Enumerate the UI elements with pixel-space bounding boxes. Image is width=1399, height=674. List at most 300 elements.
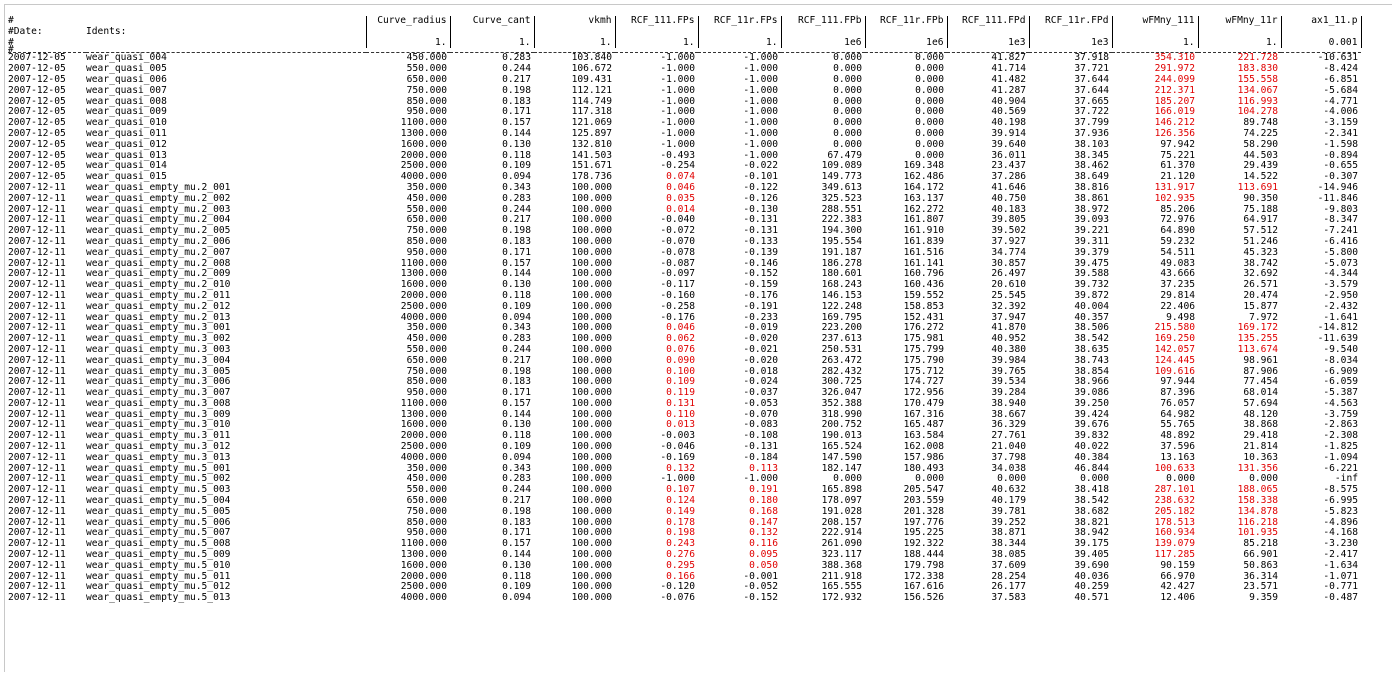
value-cell: 4000.000 (400, 311, 447, 323)
value-cell: -2.863 (1323, 419, 1358, 431)
value-cell: 100.000 (571, 376, 612, 388)
value-cell: 174.727 (903, 376, 944, 388)
value-cell: -0.131 (743, 214, 778, 226)
value-cell: 39.534 (991, 376, 1026, 388)
value-cell: 750.000 (406, 84, 447, 96)
value-cell: 124.445 (1154, 354, 1195, 366)
value-cell: 38.743 (1074, 354, 1109, 366)
value-cell: 41.482 (991, 73, 1026, 85)
data-table (8, 16, 1362, 604)
value-cell: 2000.000 (400, 149, 447, 161)
value-cell: 161.839 (903, 235, 944, 247)
value-cell: 0.198 (502, 365, 531, 377)
value-cell: 169.348 (903, 160, 944, 172)
value-cell: 36.329 (991, 419, 1026, 431)
value-cell: 85.206 (1160, 203, 1195, 215)
value-cell: 40.198 (991, 117, 1026, 129)
value-cell: 201.328 (903, 505, 944, 517)
value-cell: 2500.000 (400, 581, 447, 593)
value-cell: 100.000 (571, 257, 612, 269)
unit-label: 1. (615, 38, 698, 49)
value-cell: 37.609 (991, 559, 1026, 571)
value-cell: 27.761 (991, 430, 1026, 442)
value-cell: -0.160 (660, 289, 695, 301)
ident-cell: wear_quasi_empty_mu.2_008 (86, 257, 231, 269)
value-cell: 180.601 (821, 268, 862, 280)
value-cell: -1.000 (743, 473, 778, 485)
value-cell: 134.067 (1237, 84, 1278, 96)
value-cell: -0.655 (1323, 160, 1358, 172)
value-cell: -0.131 (743, 441, 778, 453)
value-cell: 197.776 (903, 516, 944, 528)
value-cell: 0.295 (666, 559, 695, 571)
value-cell: 0.144 (502, 127, 531, 139)
value-cell: 0.109 (666, 376, 695, 388)
value-cell: 0.178 (666, 516, 695, 528)
value-cell: 0.094 (502, 592, 531, 604)
value-cell: 222.383 (821, 214, 862, 226)
value-cell: 39.502 (991, 225, 1026, 237)
value-cell: 160.934 (1154, 527, 1195, 539)
header-row-date (8, 27, 1361, 38)
date-cell: 2007-12-11 (8, 397, 66, 409)
value-cell: 152.431 (903, 311, 944, 323)
date-cell: 2007-12-11 (8, 343, 66, 355)
value-cell: 0.062 (666, 333, 695, 345)
unit-label: 1e6 (865, 38, 947, 49)
value-cell: -1.000 (743, 117, 778, 129)
value-cell: -0.771 (1323, 581, 1358, 593)
value-cell: -0.020 (743, 333, 778, 345)
idents-label: Idents: (86, 25, 127, 37)
value-cell: 38.542 (1074, 333, 1109, 345)
value-cell: -1.000 (660, 473, 695, 485)
value-cell: 64.982 (1160, 408, 1195, 420)
value-cell: 38.085 (991, 549, 1026, 561)
table-row (8, 86, 1361, 97)
value-cell: 195.554 (821, 235, 862, 247)
value-cell: 750.000 (406, 365, 447, 377)
value-cell: 100.000 (571, 311, 612, 323)
value-cell: 0.107 (666, 484, 695, 496)
value-cell: 39.640 (991, 138, 1026, 150)
value-cell: 0.094 (502, 171, 531, 183)
value-cell: 0.166 (666, 570, 695, 582)
value-cell: -8.034 (1323, 354, 1358, 366)
value-cell: 0.183 (502, 235, 531, 247)
value-cell: 0.109 (502, 581, 531, 593)
value-cell: 38.861 (1074, 192, 1109, 204)
value-cell: 0.000 (833, 138, 862, 150)
value-cell: 21.040 (991, 441, 1026, 453)
value-cell: 113.674 (1237, 343, 1278, 355)
ident-cell: wear_quasi_empty_mu.2_010 (86, 279, 231, 291)
value-cell: 0.132 (749, 527, 778, 539)
value-cell: 0.118 (502, 430, 531, 442)
value-cell: 40.904 (991, 95, 1026, 107)
value-cell: 169.250 (1154, 333, 1195, 345)
value-cell: 23.437 (991, 160, 1026, 172)
date-cell: 2007-12-11 (8, 408, 66, 420)
value-cell: -0.233 (743, 311, 778, 323)
value-cell: 183.830 (1237, 63, 1278, 75)
value-cell: -0.076 (660, 592, 695, 604)
table-row (8, 302, 1361, 313)
value-cell: 1100.000 (400, 117, 447, 129)
value-cell: 1300.000 (400, 408, 447, 420)
value-cell: -0.020 (743, 354, 778, 366)
ident-cell: wear_quasi_empty_mu.5_013 (86, 592, 231, 604)
value-cell: -5.073 (1323, 257, 1358, 269)
ident-cell: wear_quasi_empty_mu.2_002 (86, 192, 231, 204)
value-cell: 0.343 (502, 181, 531, 193)
value-cell: 450.000 (406, 192, 447, 204)
value-cell: 0.217 (502, 214, 531, 226)
value-cell: 72.976 (1160, 214, 1195, 226)
value-cell: -4.168 (1323, 527, 1358, 539)
date-cell: 2007-12-11 (8, 549, 66, 561)
date-cell: 2007-12-11 (8, 527, 66, 539)
value-cell: 147.590 (821, 451, 862, 463)
value-cell: 0.000 (915, 127, 944, 139)
value-cell: 100.000 (571, 505, 612, 517)
date-cell: 2007-12-11 (8, 279, 66, 291)
value-cell: 178.736 (571, 171, 612, 183)
value-cell: 100.000 (571, 441, 612, 453)
col-header: Curve_radius (366, 16, 450, 27)
value-cell: 40.750 (991, 192, 1026, 204)
value-cell: 0.000 (915, 149, 944, 161)
value-cell: -3.579 (1323, 279, 1358, 291)
value-cell: 0.000 (915, 473, 944, 485)
value-cell: 41.714 (991, 63, 1026, 75)
value-cell: 15.877 (1243, 300, 1278, 312)
ident-cell: wear_quasi_empty_mu.3_005 (86, 365, 231, 377)
value-cell: 244.099 (1154, 73, 1195, 85)
value-cell: 2500.000 (400, 300, 447, 312)
date-cell: 2007-12-11 (8, 192, 66, 204)
date-cell: 2007-12-11 (8, 473, 66, 485)
date-cell: 2007-12-05 (8, 138, 66, 150)
value-cell: 203.559 (903, 495, 944, 507)
value-cell: 0.157 (502, 538, 531, 550)
value-cell: 21.814 (1243, 441, 1278, 453)
value-cell: 100.000 (571, 235, 612, 247)
value-cell: 166.019 (1154, 106, 1195, 118)
value-cell: 40.022 (1074, 441, 1109, 453)
value-cell: 195.225 (903, 527, 944, 539)
value-cell: 37.936 (1074, 127, 1109, 139)
col-header: RCF_111.FPb (781, 16, 865, 27)
value-cell: 0.198 (502, 505, 531, 517)
value-cell: 1600.000 (400, 559, 447, 571)
value-cell: 163.584 (903, 430, 944, 442)
value-cell: -0.152 (743, 592, 778, 604)
value-cell: 0.343 (502, 462, 531, 474)
value-cell: 169.172 (1237, 322, 1278, 334)
date-cell: 2007-12-11 (8, 505, 66, 517)
value-cell: -0.191 (743, 300, 778, 312)
value-cell: 87.906 (1243, 365, 1278, 377)
value-cell: -0.072 (660, 225, 695, 237)
value-cell: 0.149 (666, 505, 695, 517)
value-cell: -2.417 (1323, 549, 1358, 561)
value-cell: 100.000 (571, 538, 612, 550)
value-cell: 4000.000 (400, 171, 447, 183)
date-cell: 2007-12-11 (8, 387, 66, 399)
date-cell: 2007-12-11 (8, 322, 66, 334)
value-cell: 2000.000 (400, 430, 447, 442)
date-label: #Date: (8, 25, 43, 37)
value-cell: -0.152 (743, 268, 778, 280)
value-cell: 0.090 (666, 354, 695, 366)
value-cell: -0.126 (743, 192, 778, 204)
value-cell: 41.646 (991, 181, 1026, 193)
value-cell: 211.918 (821, 570, 862, 582)
value-cell: 59.232 (1160, 235, 1195, 247)
value-cell: 0.171 (502, 527, 531, 539)
value-cell: 1300.000 (400, 549, 447, 561)
value-cell: -6.059 (1323, 376, 1358, 388)
value-cell: 165.555 (821, 581, 862, 593)
value-cell: 38.871 (991, 527, 1026, 539)
ident-cell: wear_quasi_011 (86, 127, 167, 139)
value-cell: 39.805 (991, 214, 1026, 226)
value-cell: 100.633 (1154, 462, 1195, 474)
value-cell: 0.131 (666, 397, 695, 409)
value-cell: 68.014 (1243, 387, 1278, 399)
value-cell: -4.896 (1323, 516, 1358, 528)
value-cell: 131.917 (1154, 181, 1195, 193)
value-cell: 2000.000 (400, 289, 447, 301)
value-cell: 97.942 (1160, 138, 1195, 150)
value-cell: 100.000 (571, 495, 612, 507)
value-cell: 237.613 (821, 333, 862, 345)
value-cell: 45.323 (1243, 246, 1278, 258)
value-cell: -0.078 (660, 246, 695, 258)
value-cell: 89.748 (1243, 117, 1278, 129)
value-cell: 25.545 (991, 289, 1026, 301)
value-cell: 0.000 (833, 84, 862, 96)
value-cell: -0.487 (1323, 592, 1358, 604)
value-cell: 190.013 (821, 430, 862, 442)
value-cell: 57.694 (1243, 397, 1278, 409)
value-cell: 85.218 (1243, 538, 1278, 550)
value-cell: 0.144 (502, 268, 531, 280)
date-cell: 2007-12-05 (8, 149, 66, 161)
value-cell: 0.283 (502, 52, 531, 64)
ident-cell: wear_quasi_empty_mu.3_002 (86, 333, 231, 345)
value-cell: 850.000 (406, 235, 447, 247)
value-cell: 151.671 (571, 160, 612, 172)
value-cell: -4.563 (1323, 397, 1358, 409)
date-cell: 2007-12-11 (8, 495, 66, 507)
units-hash: # (8, 36, 14, 48)
value-cell: 100.000 (571, 592, 612, 604)
value-cell: -0.131 (743, 225, 778, 237)
value-cell: 192.322 (903, 538, 944, 550)
value-cell: 156.526 (903, 592, 944, 604)
divider-hash: # (8, 48, 86, 53)
value-cell: 109.089 (821, 160, 862, 172)
value-cell: -3.230 (1323, 538, 1358, 550)
value-cell: 38.942 (1074, 527, 1109, 539)
value-cell: 54.511 (1160, 246, 1195, 258)
value-cell: 40.632 (991, 484, 1026, 496)
value-cell: 0.046 (666, 322, 695, 334)
value-cell: 167.616 (903, 581, 944, 593)
value-cell: 0.118 (502, 289, 531, 301)
value-cell: 159.552 (903, 289, 944, 301)
value-cell: 40.183 (991, 203, 1026, 215)
value-cell: -6.221 (1323, 462, 1358, 474)
value-cell: 100.000 (571, 343, 612, 355)
value-cell: 162.008 (903, 441, 944, 453)
unit-label: 1. (366, 38, 450, 49)
value-cell: 39.732 (1074, 279, 1109, 291)
value-cell: 4000.000 (400, 451, 447, 463)
ident-cell: wear_quasi_empty_mu.2_007 (86, 246, 231, 258)
value-cell: -1.000 (660, 84, 695, 96)
value-cell: 172.956 (903, 387, 944, 399)
value-cell: 141.503 (571, 149, 612, 161)
date-cell: 2007-12-11 (8, 203, 66, 215)
value-cell: -8.575 (1323, 484, 1358, 496)
value-cell: 116.993 (1237, 95, 1278, 107)
value-cell: -11.639 (1317, 333, 1358, 345)
value-cell: -3.159 (1323, 117, 1358, 129)
value-cell: 102.935 (1154, 192, 1195, 204)
value-cell: 100.000 (571, 268, 612, 280)
value-cell: 0.013 (666, 419, 695, 431)
value-cell: 39.872 (1074, 289, 1109, 301)
date-cell: 2007-12-11 (8, 451, 66, 463)
value-cell: 38.462 (1074, 160, 1109, 172)
value-cell: 57.512 (1243, 225, 1278, 237)
value-cell: -0.037 (743, 387, 778, 399)
value-cell: 0.130 (502, 138, 531, 150)
value-cell: -0.117 (660, 279, 695, 291)
unit-label: 1. (450, 38, 534, 49)
table-body (8, 53, 1361, 604)
value-cell: 29.439 (1243, 160, 1278, 172)
value-cell: -7.241 (1323, 225, 1358, 237)
value-cell: 0.130 (502, 559, 531, 571)
value-cell: 0.244 (502, 203, 531, 215)
value-cell: 40.004 (1074, 300, 1109, 312)
value-cell: 222.914 (821, 527, 862, 539)
date-cell: 2007-12-11 (8, 333, 66, 345)
ident-cell: wear_quasi_empty_mu.2_013 (86, 311, 231, 323)
value-cell: 0.000 (833, 117, 862, 129)
value-cell: 2500.000 (400, 441, 447, 453)
value-cell: 221.728 (1237, 52, 1278, 64)
date-cell: 2007-12-11 (8, 246, 66, 258)
value-cell: 0.144 (502, 408, 531, 420)
value-cell: 100.000 (571, 473, 612, 485)
value-cell: -1.000 (743, 84, 778, 96)
ident-cell: wear_quasi_006 (86, 73, 167, 85)
value-cell: 0.110 (666, 408, 695, 420)
value-cell: 0.000 (833, 473, 862, 485)
value-cell: -0.108 (743, 430, 778, 442)
value-cell: 168.243 (821, 279, 862, 291)
value-cell: 0.198 (502, 225, 531, 237)
value-cell: 175.981 (903, 333, 944, 345)
value-cell: 175.712 (903, 365, 944, 377)
ident-cell: wear_quasi_empty_mu.5_012 (86, 581, 231, 593)
value-cell: 349.613 (821, 181, 862, 193)
value-cell: 39.832 (1074, 430, 1109, 442)
value-cell: 0.183 (502, 95, 531, 107)
date-cell: 2007-12-11 (8, 365, 66, 377)
value-cell: 122.248 (821, 300, 862, 312)
col-header: RCF_11r.FPs (698, 16, 781, 27)
value-cell: 135.255 (1237, 333, 1278, 345)
value-cell: 100.000 (571, 246, 612, 258)
value-cell: -1.000 (743, 52, 778, 64)
value-cell: 0.076 (666, 343, 695, 355)
value-cell: 87.396 (1160, 387, 1195, 399)
value-cell: -1.094 (1323, 451, 1358, 463)
value-cell: 300.725 (821, 376, 862, 388)
value-cell: -2.950 (1323, 289, 1358, 301)
value-cell: 146.212 (1154, 117, 1195, 129)
value-cell: 131.356 (1237, 462, 1278, 474)
value-cell: 0.000 (997, 473, 1026, 485)
value-cell: 167.316 (903, 408, 944, 420)
value-cell: -0.040 (660, 214, 695, 226)
value-cell: 49.083 (1160, 257, 1195, 269)
value-cell: 38.635 (1074, 343, 1109, 355)
value-cell: -0.052 (743, 581, 778, 593)
value-cell: -4.771 (1323, 95, 1358, 107)
date-cell: 2007-12-11 (8, 516, 66, 528)
value-cell: 34.774 (991, 246, 1026, 258)
value-cell: 37.927 (991, 235, 1026, 247)
value-cell: -1.000 (660, 52, 695, 64)
value-cell: 0.198 (502, 84, 531, 96)
value-cell: 0.046 (666, 181, 695, 193)
value-cell: 160.796 (903, 268, 944, 280)
value-cell: 282.432 (821, 365, 862, 377)
value-cell: 76.057 (1160, 397, 1195, 409)
value-cell: -0.254 (660, 160, 695, 172)
value-cell: 205.182 (1154, 505, 1195, 517)
value-cell: 450.000 (406, 473, 447, 485)
value-cell: 39.914 (991, 127, 1026, 139)
ident-cell: wear_quasi_008 (86, 95, 167, 107)
value-cell: 39.765 (991, 365, 1026, 377)
value-cell: -5.800 (1323, 246, 1358, 258)
value-cell: -0.021 (743, 343, 778, 355)
value-cell: -0.046 (660, 441, 695, 453)
value-cell: -0.176 (660, 311, 695, 323)
value-cell: 106.672 (571, 63, 612, 75)
ident-cell: wear_quasi_empty_mu.5_002 (86, 473, 231, 485)
value-cell: 100.000 (571, 387, 612, 399)
value-cell: -14.812 (1317, 322, 1358, 334)
value-cell: -0.070 (660, 235, 695, 247)
value-cell: 325.523 (821, 192, 862, 204)
value-cell: 0.283 (502, 333, 531, 345)
value-cell: -1.000 (743, 149, 778, 161)
value-cell: 188.444 (903, 549, 944, 561)
value-cell: 39.676 (1074, 419, 1109, 431)
value-cell: 191.187 (821, 246, 862, 258)
value-cell: 61.370 (1160, 160, 1195, 172)
date-cell: 2007-12-05 (8, 95, 66, 107)
